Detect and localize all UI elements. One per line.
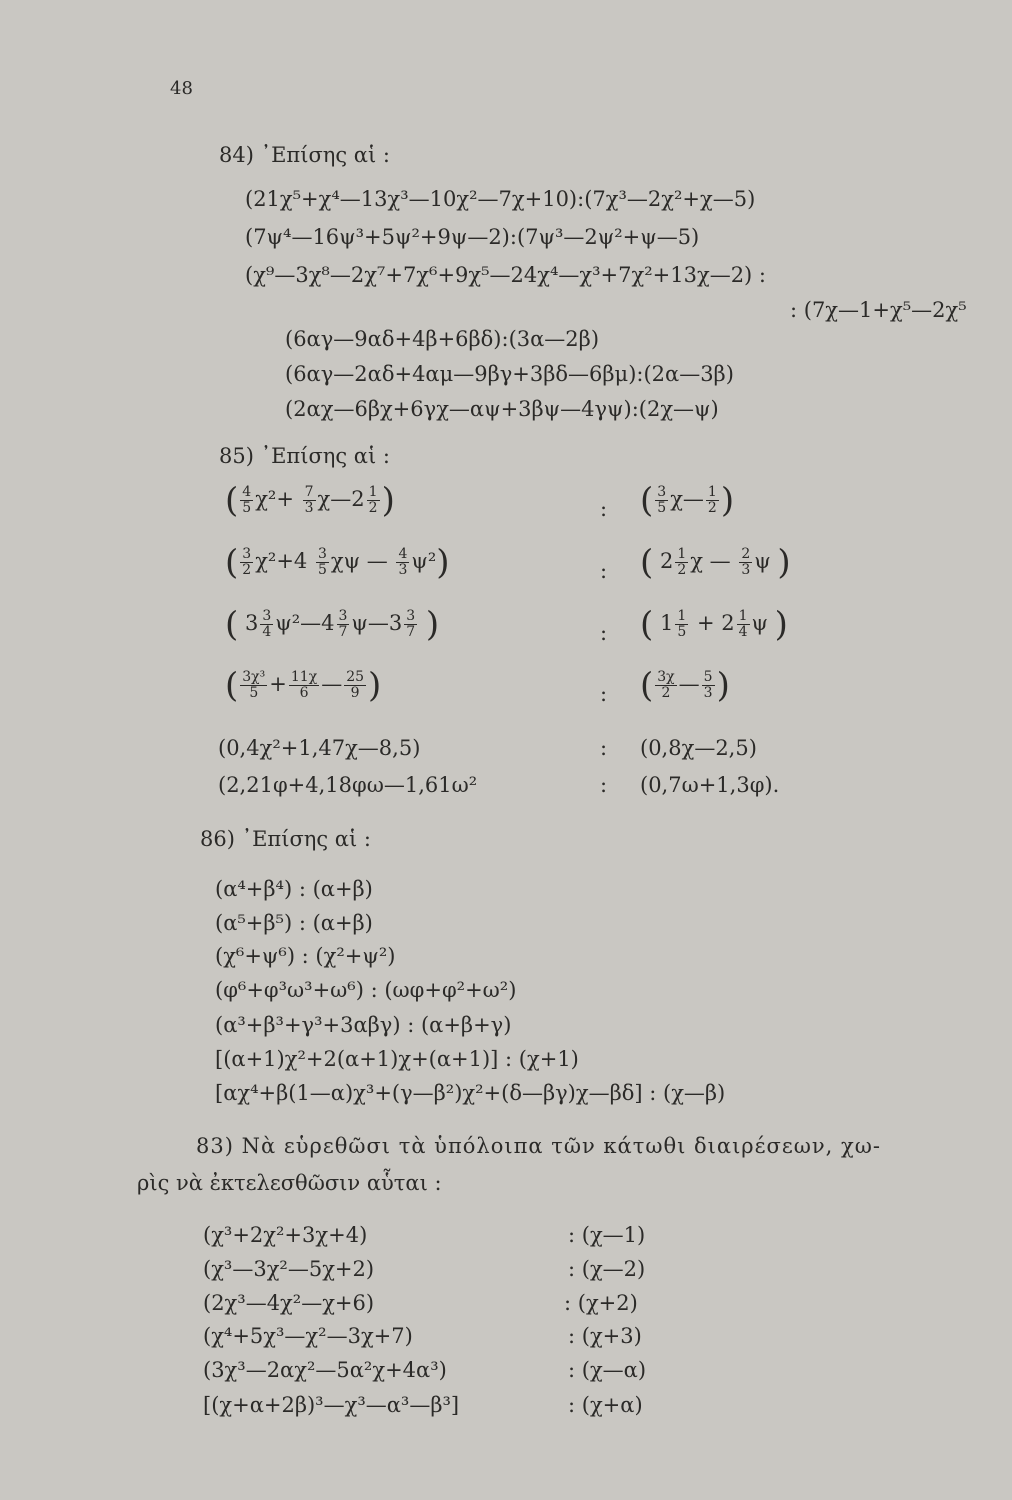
sec86-line: (α³+β³+γ³+3αβγ) : (α+β+γ)	[215, 1013, 512, 1037]
sec85-plain-right: (0,8χ—2,5)	[640, 736, 757, 760]
section-83-heading: 83) Νὰ εὑρεθῶσι τὰ ὑπόλοιπα τῶν κάτωθι διαιρέσεων, χω-	[196, 1134, 881, 1158]
sec84-line: : (7χ—1+χ⁵—2χ⁵	[790, 298, 967, 322]
sec85-row3-right: ( 1 $\frac{1}{5}$ + 2 $\frac{1}{4}$ ψ )	[640, 604, 788, 645]
sec85-plain-right: (0,7ω+1,3φ).	[640, 773, 780, 797]
sec85-row1-left: ( $\frac{4}{5}$ χ²+ $\frac{7}{3}$ χ—2 $\frac{1}{2}$ )	[225, 480, 395, 521]
sec83-divisor: : (χ—1)	[568, 1223, 646, 1247]
sec84-line: (χ⁹—3χ⁸—2χ⁷+7χ⁶+9χ⁵—24χ⁴—χ³+7χ²+13χ—2) :	[245, 263, 767, 287]
sec86-line: [(α+1)χ²+2(α+1)χ+(α+1)] : (χ+1)	[215, 1047, 579, 1071]
sec85-row4-left: ( $\frac{\text{3χ³}}{5}$ + $\frac{11\chi}{6}$ — $\frac{25}{9}$ )	[225, 665, 382, 706]
section-83-heading-cont: ρὶς νὰ ἐκτελεσθῶσιν αὗται :	[137, 1171, 442, 1195]
sec83-divisor: : (χ—α)	[568, 1358, 647, 1382]
sec86-line: (α⁴+β⁴) : (α+β)	[215, 877, 373, 901]
sec84-line: (6αγ—9αδ+4β+6βδ):(3α—2β)	[285, 327, 600, 351]
sec84-line: (2αχ—6βχ+6γχ—αψ+3βψ—4γψ):(2χ—ψ)	[285, 397, 719, 421]
sec86-line: [αχ⁴+β(1—α)χ³+(γ—β²)χ²+(δ—βγ)χ—βδ] : (χ—β)	[215, 1081, 726, 1105]
page-number: 48	[170, 78, 193, 99]
sec84-line: (21χ⁵+χ⁴—13χ³—10χ²—7χ+10):(7χ³—2χ²+χ—5)	[245, 187, 756, 211]
sec85-plain-left: (0,4χ²+1,47χ—8,5)	[218, 736, 421, 760]
sec85-row1-right: ( $\frac{3}{5}$ χ— $\frac{1}{2}$ )	[640, 480, 735, 521]
section-85-heading: 85) ᾿Επίσης αἱ :	[219, 444, 390, 468]
sec83-dividend: (3χ³—2αχ²—5α²χ+4α³)	[203, 1358, 447, 1382]
sec85-colon: :	[600, 682, 608, 706]
sec85-row3-left: ( 3 $\frac{3}{4}$ ψ²—4 $\frac{3}{7}$ ψ—3 $\frac{3}{7}$ )	[225, 604, 440, 645]
sec83-dividend: [(χ+α+2β)³—χ³—α³—β³]	[203, 1393, 460, 1417]
sec86-line: (φ⁶+φ³ω³+ω⁶) : (ωφ+φ²+ω²)	[215, 978, 517, 1002]
sec86-line: (χ⁶+ψ⁶) : (χ²+ψ²)	[215, 944, 396, 968]
sec83-dividend: (2χ³—4χ²—χ+6)	[203, 1291, 375, 1315]
sec85-plain-left: (2,21φ+4,18φω—1,61ω²	[218, 773, 478, 797]
sec85-colon: :	[600, 773, 608, 797]
sec83-divisor: : (χ+2)	[564, 1291, 638, 1315]
section-86-heading: 86) ᾿Επίσης αἱ :	[200, 827, 371, 851]
sec83-dividend: (χ⁴+5χ³—χ²—3χ+7)	[203, 1324, 413, 1348]
sec83-dividend: (χ³+2χ²+3χ+4)	[203, 1223, 368, 1247]
sec84-line: (7ψ⁴—16ψ³+5ψ²+9ψ—2):(7ψ³—2ψ²+ψ—5)	[245, 225, 700, 249]
sec85-colon: :	[600, 559, 608, 583]
sec85-colon: :	[600, 621, 608, 645]
sec83-divisor: : (χ+3)	[568, 1324, 642, 1348]
sec83-divisor: : (χ—2)	[568, 1257, 646, 1281]
sec85-colon: :	[600, 497, 608, 521]
sec85-row2-left: ( $\frac{3}{2}$ χ²+4 $\frac{3}{5}$ χψ — $\frac{4}{3}$ ψ²)	[225, 542, 450, 583]
sec83-dividend: (χ³—3χ²—5χ+2)	[203, 1257, 375, 1281]
section-84-heading: 84) ᾿Επίσης αἱ :	[219, 143, 390, 167]
sec84-line: (6αγ—2αδ+4αμ—9βγ+3βδ—6βμ):(2α—3β)	[285, 362, 734, 386]
sec85-row2-right: ( 2 $\frac{1}{2}$ χ — $\frac{2}{3}$ ψ )	[640, 542, 791, 583]
sec86-line: (α⁵+β⁵) : (α+β)	[215, 911, 373, 935]
sec85-colon: :	[600, 736, 608, 760]
sec85-row4-right: ( $\frac{3\chi}{2}$ — $\frac{5}{3}$ )	[640, 665, 730, 706]
sec83-divisor: : (χ+α)	[568, 1393, 643, 1417]
